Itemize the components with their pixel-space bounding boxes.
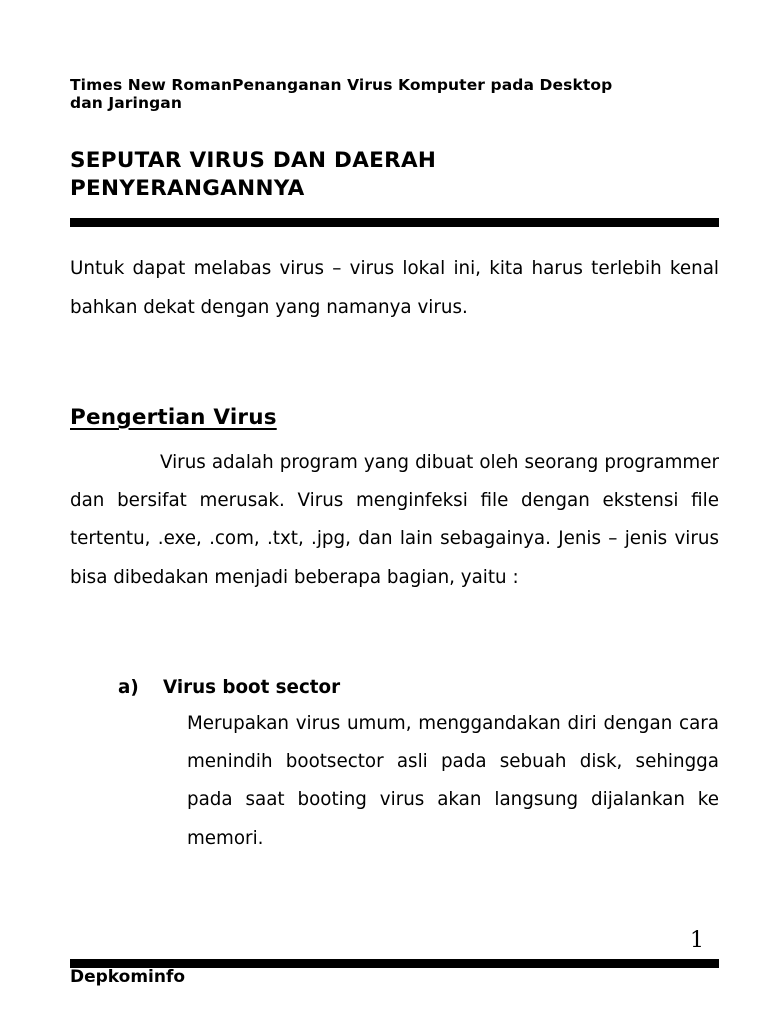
list-item-heading [118, 674, 340, 702]
footer-text: Depkominfo [70, 967, 186, 987]
list-item-marker: a) [118, 677, 139, 698]
section-heading: Pengertian Virus [70, 405, 277, 430]
page-number: 1 [690, 928, 704, 953]
list-item-body: Merupakan virus umum, menggandakan diri dengan cara menindih bootsector asli pada sebuah disk, sehingga pada saat booting virus akan langsung dijalankan ke memori. [187, 713, 719, 849]
chapter-title [70, 147, 719, 203]
document-page [70, 0, 719, 1024]
running-header-line-2: dan Jaringan [70, 94, 182, 112]
chapter-title-line-1: SEPUTAR VIRUS DAN DAERAH [70, 148, 437, 173]
definition-paragraph: Virus adalah program yang dibuat oleh seorang programmer dan bersifat merusak. Virus menginfeksi file dengan ekstensi file tertentu, .exe, .com, .txt, .jpg, dan lain sebagainya. Jenis – jenis virus bisa dibedakan menjadi beberapa bagian, yaitu : [70, 452, 719, 588]
running-header [70, 76, 719, 112]
chapter-title-line-2: PENYERANGANNYA [70, 176, 305, 201]
intro-paragraph: Untuk dapat melabas virus – virus lokal ini, kita harus terlebih kenal bahkan dekat dengan yang namanya virus. [70, 258, 719, 318]
running-header-line-1: Times New RomanPenanganan Virus Komputer pada Desktop [70, 76, 613, 94]
title-divider [70, 218, 719, 227]
list-item-title: Virus boot sector [163, 677, 341, 698]
